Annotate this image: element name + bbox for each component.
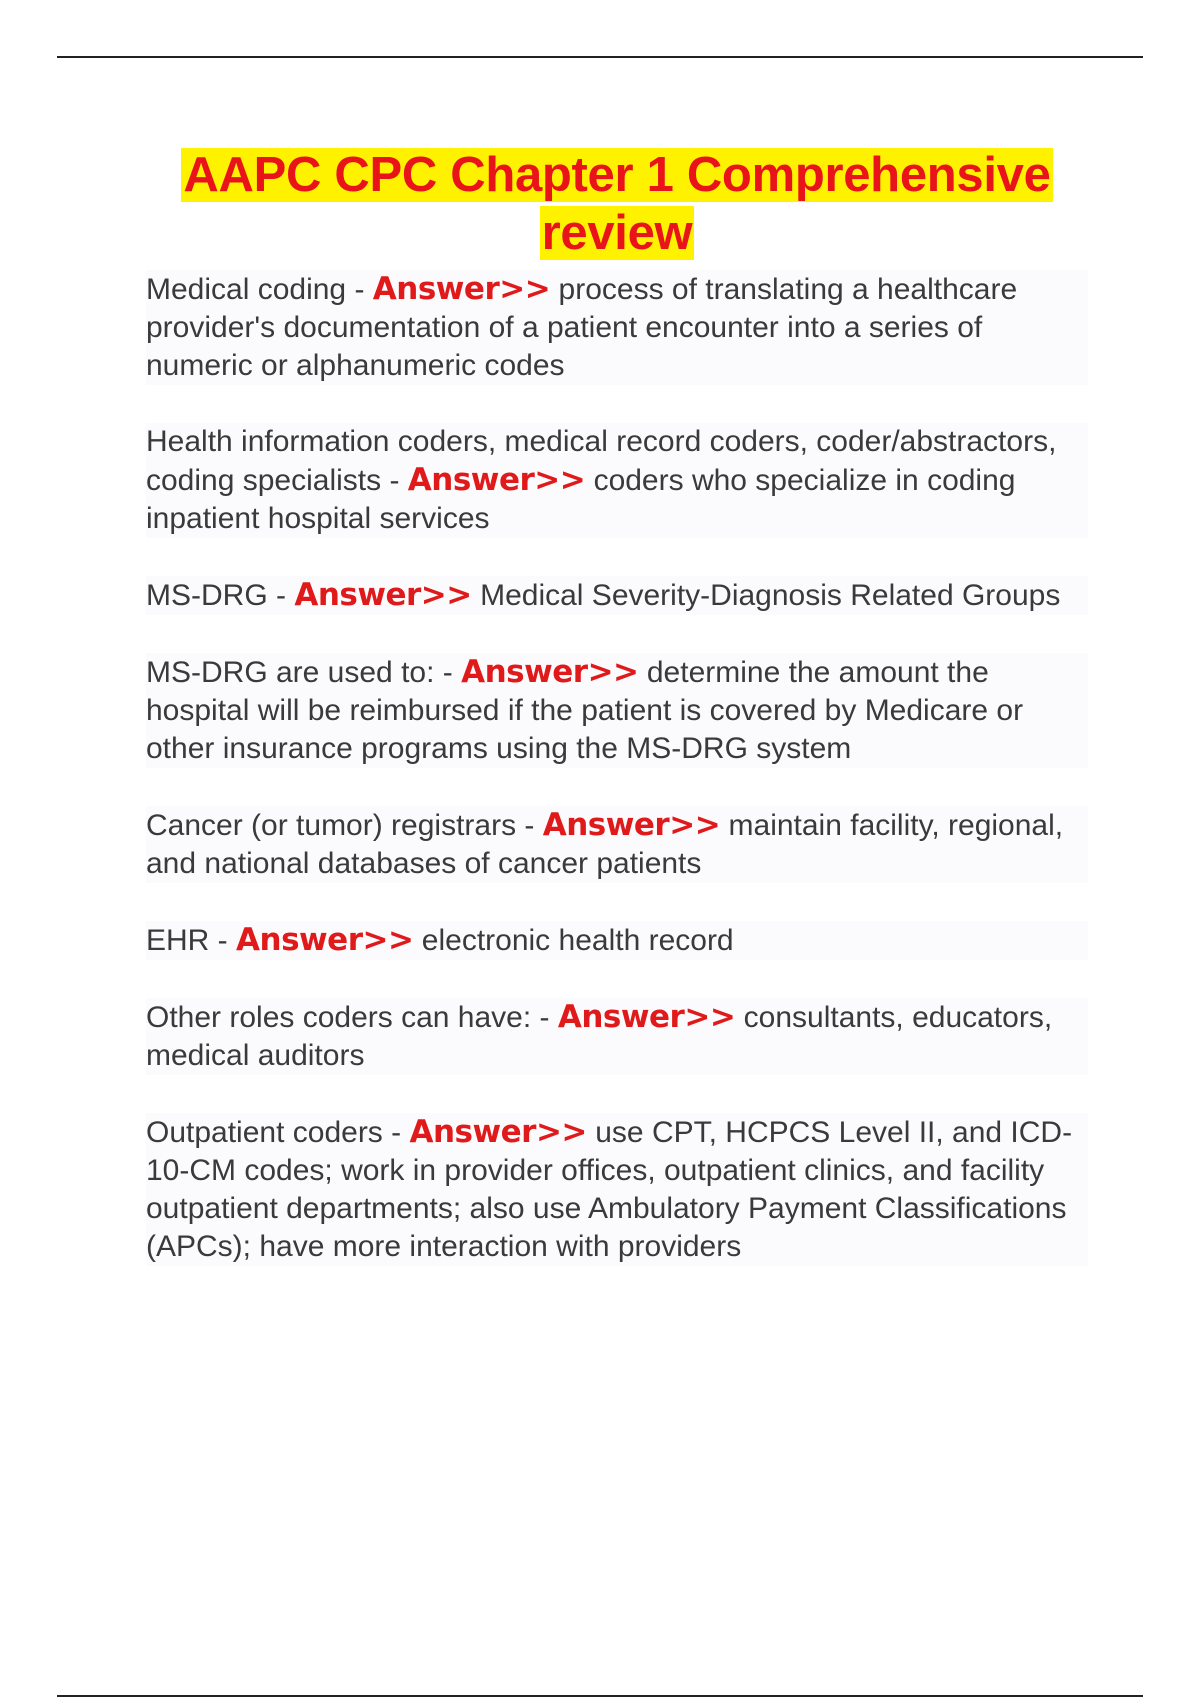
qa-definition: coders who specialize in coding inpatient hospital services — [146, 464, 1016, 535]
answer-marker: Answer>> — [409, 1114, 587, 1150]
answer-marker: Answer>> — [407, 462, 586, 498]
answer-marker: Answer>> — [461, 654, 639, 690]
qa-definition: determine the amount the hospital will be reimbursed if the patient is covered by Medicare or other insurance programs using the MS-DRG system — [146, 656, 1024, 765]
document-title — [146, 146, 1088, 262]
header-rule — [57, 56, 1143, 58]
qa-term: MS-DRG - — [146, 579, 286, 612]
qa-item — [146, 998, 1088, 1075]
answer-marker: Answer>> — [236, 922, 414, 958]
answer-marker: Answer>> — [294, 577, 472, 613]
qa-definition: maintain facility, regional, and national databases of cancer patients — [146, 809, 1064, 880]
qa-list — [146, 270, 1088, 1266]
qa-term: Outpatient coders - — [146, 1116, 402, 1149]
answer-marker: Answer>> — [372, 271, 551, 307]
qa-item — [146, 423, 1088, 538]
qa-item — [146, 921, 1088, 960]
qa-item — [146, 653, 1088, 768]
answer-marker: Answer>> — [557, 999, 736, 1035]
qa-definition: electronic health record — [421, 924, 734, 957]
qa-definition: process of translating a healthcare provider's documentation of a patient encounter into a series of numeric or alphanumeric codes — [146, 273, 1018, 382]
qa-term: EHR - — [146, 924, 228, 957]
qa-term: Cancer (or tumor) registrars - — [146, 809, 535, 842]
qa-item — [146, 1113, 1088, 1266]
title-highlight: AAPC CPC Chapter 1 Comprehensive review — [183, 148, 1051, 260]
qa-item — [146, 270, 1088, 385]
qa-term: Other roles coders can have: - — [146, 1001, 550, 1034]
qa-term: Health information coders, medical record coders, coder/abstractors, coding specialists - — [146, 425, 1057, 497]
qa-definition: Medical Severity-Diagnosis Related Groups — [480, 579, 1061, 612]
document-content — [146, 146, 1088, 1304]
qa-item — [146, 806, 1088, 883]
qa-item — [146, 576, 1088, 615]
qa-definition: consultants, educators, medical auditors — [146, 1001, 1053, 1072]
qa-term: MS-DRG are used to: - — [146, 656, 453, 689]
qa-term: Medical coding - — [146, 273, 365, 306]
qa-definition: use CPT, HCPCS Level II, and ICD-10-CM codes; work in provider offices, outpatient clinics, and facility outpatient departments; also use Ambulatory Payment Classifications (APCs); have more interaction with providers — [146, 1116, 1073, 1263]
answer-marker: Answer>> — [542, 807, 721, 843]
footer-rule — [57, 1695, 1143, 1697]
